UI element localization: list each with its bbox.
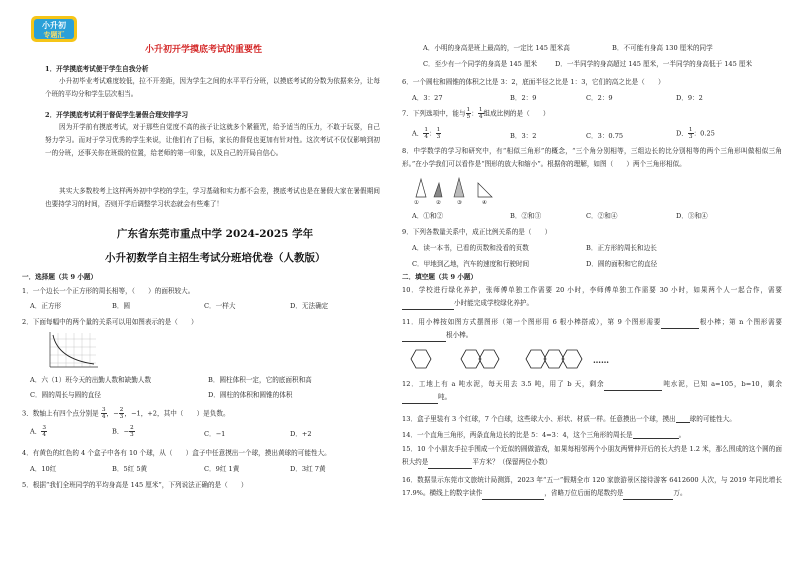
q8-option-b: B．②和③ (510, 212, 542, 220)
q7-option-d: D． $\frac{1}{3}$ ：0.25 (676, 127, 715, 140)
q9-option-b: B．正方形的周长和边长 (586, 244, 657, 252)
q10-stem: 10．学校进行绿化养护，张师傅单独工作需要 20 小时，李师傅单独工作需要 30 小时，如果两个人一起合作，需要 (402, 286, 782, 294)
q8-option-a: A．①和② (412, 212, 444, 220)
q10-tail: 小时能完成学校绿化养护。 (454, 299, 534, 307)
q16-blank-1[interactable] (482, 499, 544, 500)
q3-option-d: D．+2 (290, 430, 312, 438)
q10-blank[interactable] (402, 309, 454, 310)
q8-option-c: C．②和④ (586, 212, 618, 220)
q3-option-a-label: A． (30, 427, 42, 436)
q8-triangles-figure (412, 175, 512, 201)
question-14 (402, 429, 685, 439)
q8-label-1: ① (414, 200, 419, 206)
inverse-curve-graph (44, 331, 99, 371)
hexagon-sequence-ellipsis: …… (593, 355, 609, 365)
q9-option-c: C．甲地到乙地，汽车的速度和行驶时间 (412, 260, 530, 268)
question-2: 2．下面每幅中的两个量的关系可以用如图表示的是（ ） (22, 318, 198, 326)
q3-values: ，−1，+2，其中（ ）是负数。 (124, 409, 230, 418)
q2-option-d: D．圆柱的体积和圆锥的体积 (208, 391, 293, 399)
q16-tail: 万。 (673, 489, 687, 497)
q11-mid: 根小棒；第 n 个图形需要 (699, 318, 782, 326)
q8-label-3: ③ (457, 200, 462, 206)
q15-tail: 平方米？（保留两位小数） (472, 458, 552, 466)
section-1-heading: 1．开学摸底考试便于学生自我分析 (45, 65, 149, 73)
q13-blank[interactable] (676, 422, 690, 423)
question-10 (402, 284, 782, 310)
q12-tail: 吨。 (438, 393, 452, 401)
q3-option-c: C．−1 (204, 430, 226, 438)
q5-option-c: C．至少有一个同学的身高是 145 厘米 (423, 60, 538, 68)
q16-blank-2[interactable] (623, 499, 673, 500)
brand-logo (30, 12, 78, 46)
question-16 (402, 474, 782, 500)
q13-tail: 球的可能性大。 (689, 415, 736, 423)
question-6: 6．一个圆柱和圆锥的体积之比是 3：2，底面半径之比是 1：3，它们的高之比是（ ） (402, 78, 665, 86)
section-2-heading: 2．开学摸底考试利于督促学生暑假合理安排学习 (45, 111, 189, 119)
q6-option-b: B．2：9 (510, 94, 537, 102)
q4-option-d: D．3红 7黄 (290, 465, 326, 473)
q7-stem: 7．下列选项中，能与 (402, 109, 466, 118)
q4-option-b: B．5红 5黄 (112, 465, 148, 473)
question-1: 1．一个边长一个正方形的周长相等，（ ）的面积较大。 (22, 287, 195, 295)
q11-blank-2[interactable] (402, 341, 446, 342)
q7-tail: 组成比例的是（ ） (483, 109, 550, 118)
section-1-body: 小升初毕业考试难度较低，拉不开差距，因为学生之间的水平平行分班，以摸底考试的分数为依据来分，让每个班的平均分和学生层次相当。 (45, 77, 380, 98)
q7-option-c: C．3：0.75 (586, 132, 624, 140)
q13-stem: 13．盒子里装有 3 个红球，7 个白球，这些球大小、形状、材质一样。任意摸出一个球，摸出 (402, 415, 676, 423)
question-8: 8．中学数学的学习和研究中，有“相似三角形”的概念，“三个角分别相等，三组边长的比分别相等的两个三角形叫做相似三角形。”在小学我们可以看作是“图形的放大和缩小”。根据你的理解，如图（ ）两个三角形相似。 (402, 147, 782, 168)
q9-option-a: A．读一本书，已看的页数和没看的页数 (412, 244, 529, 252)
q3-stem: 3．数轴上有四个点分别是 (22, 409, 99, 418)
q7-option-b: B．3：2 (510, 132, 537, 140)
q12-blank-2[interactable] (402, 403, 438, 404)
question-7: 7．下列选项中，能与 $\frac{1}{5}$ ： $\frac{1}{4}$ 组成比例的是（ ） (402, 107, 550, 120)
q7-option-a-label: A． (412, 129, 424, 138)
q11-stem: 11．用小棒按如图方式摆图形（第一个图形用 6 根小棒搭成），第 9 个图形需要 (402, 318, 662, 326)
q1-option-b: B．圆 (112, 302, 131, 310)
q14-blank[interactable] (633, 438, 679, 439)
q8-label-4: ④ (482, 200, 487, 206)
q3-option-b-label: B．− (112, 427, 129, 436)
hexagon-sequence-figure (406, 347, 656, 371)
q9-option-d: D．圆的面积和它的直径 (586, 260, 658, 268)
q15-blank[interactable] (428, 468, 472, 469)
q5-option-a: A．小明的身高是班上最高的，一定比 145 厘米高 (423, 44, 570, 52)
q5-option-d: D．一半同学的身高超过 145 厘米，一半同学的身高低于 145 厘米 (555, 60, 753, 68)
question-4: 4．有黄色的红色的 4 个盒子中各有 10 个球，从（ ）盒子中任意摸出一个球，摸出黄球的可能性大。 (22, 449, 331, 457)
promo-title: 小升初开学摸底考试的重要性 (145, 45, 263, 55)
section-2-body: 因为开学前有摸底考试，对于那些自觉度不高的孩子让这就多个紧箍咒，给予适当的压力，不敢于玩耍，自己努力学习。而对于学习优秀的学生来说，让他们有了目标，家长的督促也更加有针对性。这次考试不仅仅影响到初一的分班，还事关你在班级的位置，给老师的第一印象，以及自己的开局自信心。 (45, 123, 380, 157)
q3-option-a: A． $\frac{3}{4}$ (30, 425, 47, 438)
q2-option-c: C．圆的周长与圆的直径 (30, 391, 101, 399)
question-3: 3．数轴上有四个点分别是 $\frac{3}{4}$ ，− $\frac{2}{3}$ ，−1，+2，其中（ ）是负数。 (22, 407, 230, 420)
q7-option-a: A． $\frac{1}{4}$ ： $\frac{1}{3}$ (412, 127, 441, 140)
q3-fraction-2: $\frac{2}{3}$ (119, 407, 124, 420)
q14-tail: 。 (678, 431, 686, 439)
exam-title-line-2: 小升初数学自主招生考试分班培优卷（人教版） (105, 252, 326, 264)
q14-stem: 14．一个直角三角形，两条直角边长的比是 5：4=3：4，这个三角形的周长是 (402, 431, 633, 439)
q2-option-a: A．六（1）班今天的出勤人数和缺勤人数 (30, 376, 152, 384)
q5-option-b: B．不可能有身高 130 厘米的同学 (612, 44, 713, 52)
q1-option-d: D．无法确定 (290, 302, 329, 310)
q3-option-b: B．− $\frac{2}{3}$ (112, 425, 134, 438)
q15-stem: 15．10 个小朋友手拉手围成一个近似的圆做游戏，如果每相邻两个小朋友两臂伸开后的长大约是 1.2 米，那么围成的这个圆的面积大约是 (402, 445, 782, 466)
q3-fraction-1: $\frac{3}{4}$ (101, 407, 106, 420)
q11-tail: 根小棒。 (446, 331, 473, 339)
q1-option-a: A．正方形 (30, 302, 62, 310)
q16-stem: 16．数据显示东莞市文旅统计局测算，2023 年“五一”假期全市 120 家旅游景区接待游客 6412600 人次，与 2019 年同比增长 17.9%。横线上的数字读作 (402, 476, 782, 497)
question-15 (402, 443, 782, 469)
q1-option-c: C．一样大 (204, 302, 236, 310)
q6-option-d: D．9：2 (676, 94, 703, 102)
question-5: 5．根据“我们全班同学的平均身高是 145 厘米”，下列说法正确的是（ ） (22, 481, 248, 489)
q12-blank-1[interactable] (604, 390, 662, 391)
q8-option-d: D．③和④ (676, 212, 708, 220)
right-column (400, 0, 794, 561)
q2-option-b: B．圆柱体积一定，它的底面积和高 (208, 376, 312, 384)
q6-option-a: A．3：27 (412, 94, 443, 102)
question-13 (402, 413, 736, 423)
q12-stem: 12．工地上有 a 吨水泥，每天用去 3.5 吨，用了 b 天，剩余 (402, 380, 605, 388)
q11-blank-1[interactable] (661, 328, 699, 329)
q16-mid: ，省略万位后面的尾数约是 (544, 489, 624, 497)
q4-option-c: C．9红 1黄 (204, 465, 240, 473)
exam-title-line-1: 广东省东莞市重点中学 2024-2025 学年 (117, 228, 314, 240)
q8-label-2: ② (436, 200, 441, 206)
question-9: 9．下列各数量关系中，成正比例关系的是（ ） (402, 228, 552, 236)
q12-mid: 吨水泥，已知 a=105，b=10，剩余 (662, 380, 782, 388)
section-3-body: 其实大多数校考上这样两外初中学校的学生，学习基础和实力都不会差，摸底考试也是在暑假大家在暑假期间也要持学习的时间，否则开学后调整学习状态就会有些难了！ (45, 187, 380, 208)
svg-text:小升初: 小升初 (42, 20, 66, 30)
fill-section-heading: 二．填空题（共 9 小题） (402, 273, 478, 281)
svg-text:专题汇: 专题汇 (43, 30, 65, 39)
question-11 (402, 316, 782, 342)
choice-section-heading: 一．选择题（共 9 小题） (22, 273, 98, 281)
q6-option-c: C．2：9 (586, 94, 613, 102)
q4-option-a: A．10红 (30, 465, 57, 473)
question-12 (402, 378, 782, 404)
